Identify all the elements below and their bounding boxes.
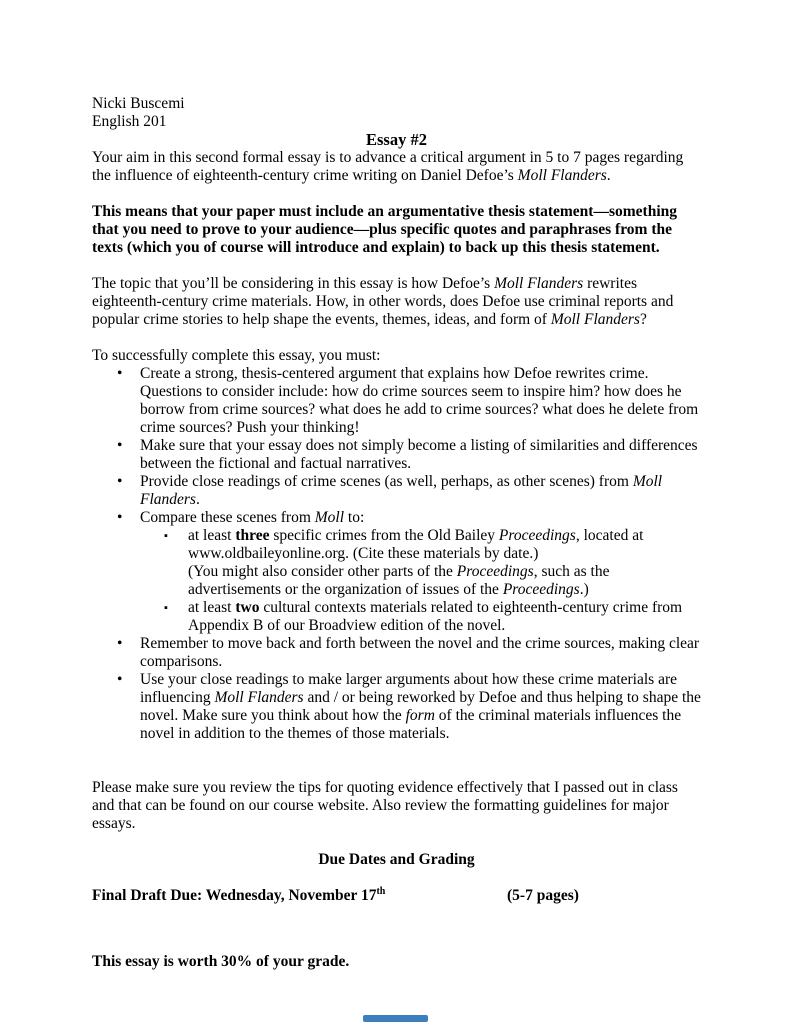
tasks-heading: To successfully complete this essay, you must: xyxy=(92,347,381,364)
task-text: Use your close readings to make larger arguments about how these crime materials are influencing Moll Flanders and / or being reworked by Defoe and thus helping to shape the novel. Make sure you think about how the form of the criminal materials influences the novel in addition to the themes of those materials. xyxy=(140,671,701,742)
bullet-marker: • xyxy=(117,671,123,688)
task-item xyxy=(92,671,701,743)
page-progress-bar xyxy=(363,1015,428,1022)
task-item xyxy=(92,509,701,527)
bullet-marker: • xyxy=(117,473,123,490)
document-title: Essay #2 xyxy=(366,130,427,149)
bullet-marker: • xyxy=(117,635,123,652)
instructor-name: Nicki Buscemi xyxy=(92,95,185,112)
page-count-note: (5-7 pages) xyxy=(507,887,579,904)
task-item xyxy=(92,437,701,473)
square-bullet-marker: ▪ xyxy=(164,602,168,614)
thesis-requirement-paragraph: This means that your paper must include an argumentative thesis statement—something that you need to prove to your audience—plus specific quotes and paraphrases from the texts (which you of course will introduce and explain) to back up this thesis statement. xyxy=(92,203,677,256)
square-bullet-marker: ▪ xyxy=(164,530,168,542)
bullet-marker: • xyxy=(117,437,123,454)
task-text: Provide close readings of crime scenes (as well, perhaps, as other scenes) from Moll Flanders. xyxy=(140,473,663,508)
subtask-note: (You might also consider other parts of the Proceedings, such as the advertisements or the organization of issues of the Proceedings.) xyxy=(188,563,610,598)
bullet-marker: • xyxy=(117,509,123,526)
intro-paragraph: Your aim in this second formal essay is to advance a critical argument in 5 to 7 pages regarding the influence of eighteenth-century crime writing on Daniel Defoe’s Moll Flanders. xyxy=(92,149,684,184)
bullet-marker: • xyxy=(117,365,123,382)
task-text: Make sure that your essay does not simply become a listing of similarities and differences between the fictional and factual narratives. xyxy=(140,437,698,472)
essay-assignment-document xyxy=(92,95,701,971)
subtask-text: at least three specific crimes from the Old Bailey Proceedings, located at www.oldbaileyonline.org. (Cite these materials by date.) xyxy=(188,527,644,562)
subtask-text: at least two cultural contexts materials related to eighteenth-century crime from Appendix B of our Broadview edition of the novel. xyxy=(188,599,683,634)
final-draft-due-text: Final Draft Due: Wednesday, November 17th xyxy=(92,885,386,904)
task-item xyxy=(92,365,701,437)
due-dates-heading: Due Dates and Grading xyxy=(318,851,475,868)
closing-note-paragraph: Please make sure you review the tips for quoting evidence effectively that I passed out in class and that can be found on our course website. Also review the formatting guidelines for major essays. xyxy=(92,779,678,832)
topic-paragraph: The topic that you’ll be considering in this essay is how Defoe’s Moll Flanders rewrites eighteenth-century crime materials. How, in other words, does Defoe use criminal reports and popular crime stories to help shape the events, themes, ideas, and form of Moll Flanders? xyxy=(92,275,674,328)
task-item xyxy=(92,473,701,509)
task-text: Compare these scenes from Moll to: xyxy=(140,509,365,526)
task-text: Create a strong, thesis-centered argument that explains how Defoe rewrites crime. Questions to consider include: how do crime sources seem to inspire him? how does he borrow from crime sources? what does he add to crime sources? what does he delete from crime sources? Push your thinking! xyxy=(140,365,699,436)
task-item xyxy=(92,635,701,671)
subtask-item xyxy=(92,527,701,563)
final-draft-line xyxy=(92,887,701,905)
subtask-item xyxy=(92,599,701,635)
course-number: English 201 xyxy=(92,113,167,130)
task-text: Remember to move back and forth between the novel and the crime sources, making clear comparisons. xyxy=(140,635,700,670)
grade-weight-note: This essay is worth 30% of your grade. xyxy=(92,953,350,970)
